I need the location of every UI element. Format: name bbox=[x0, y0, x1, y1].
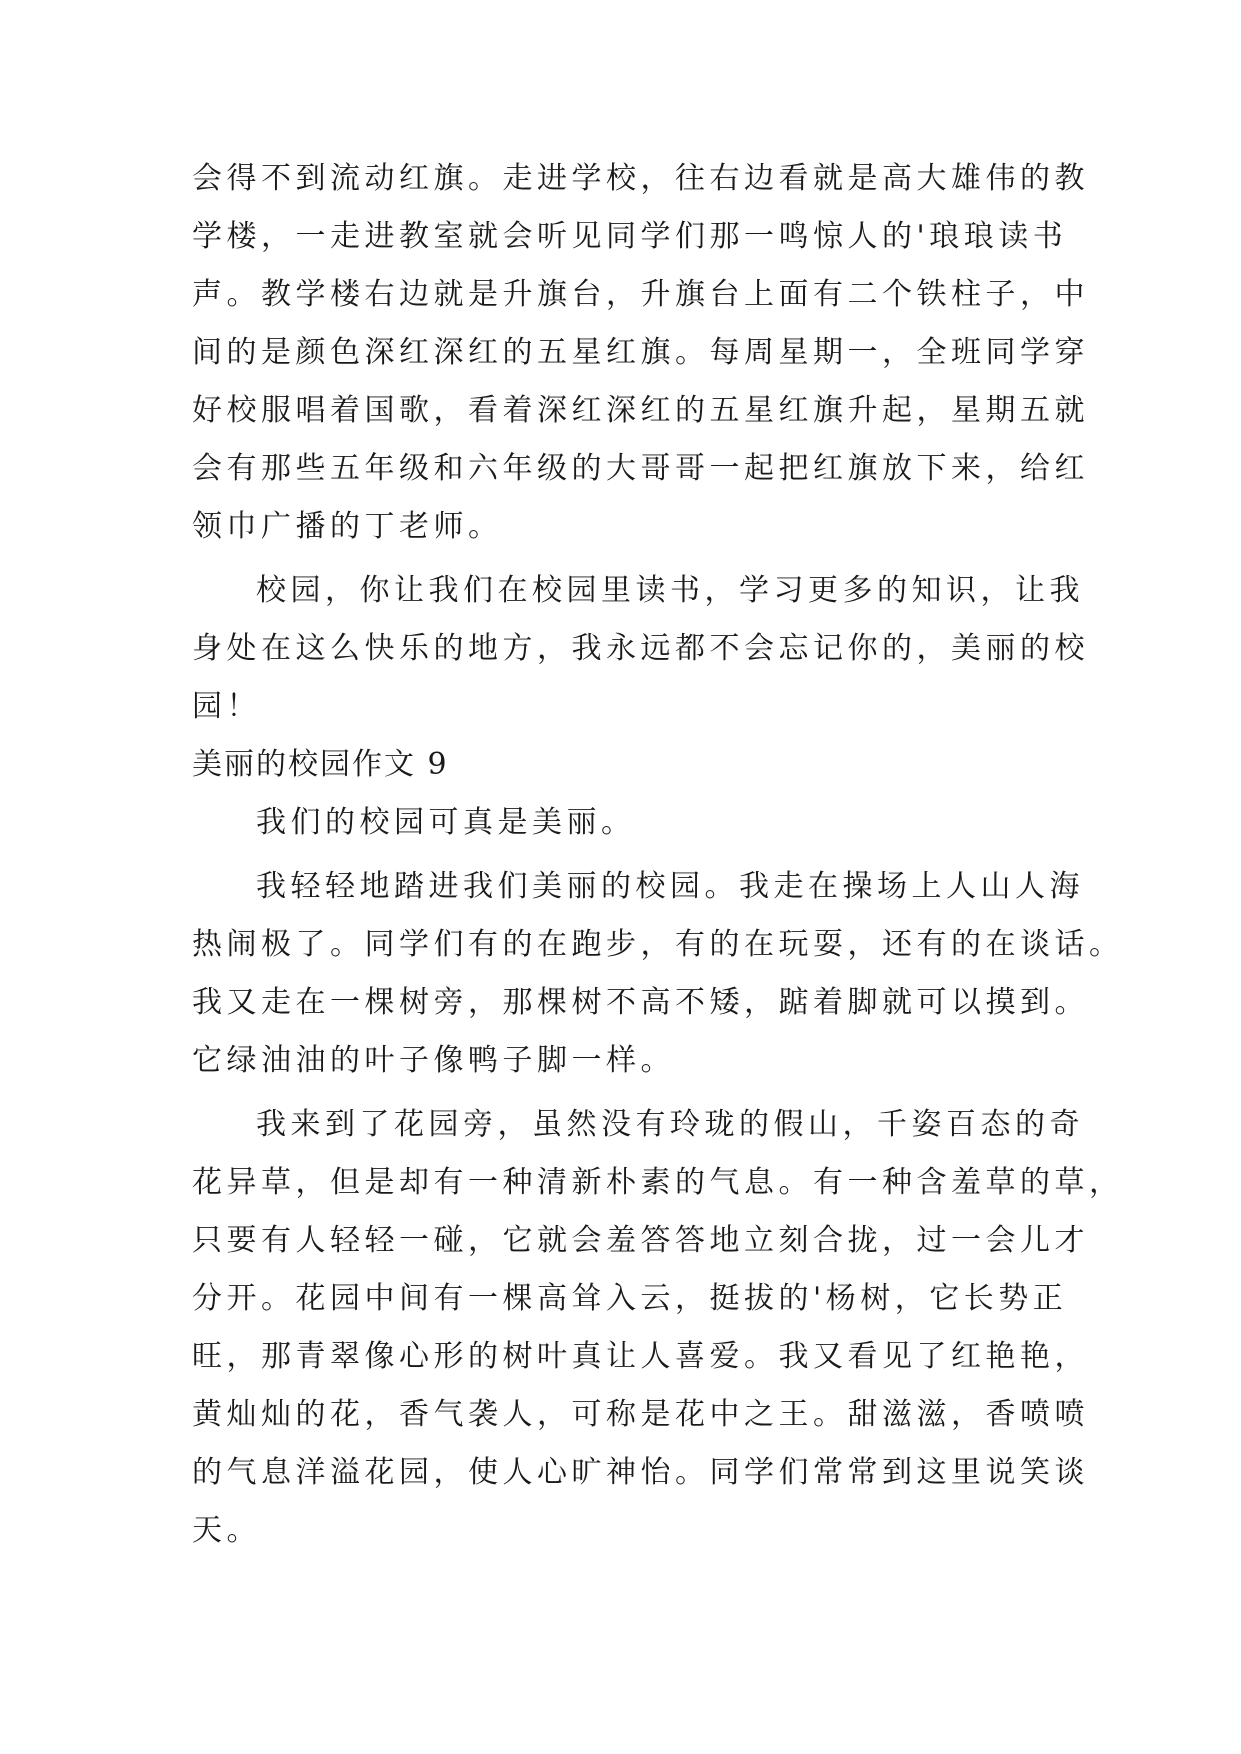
text-line: 会有那些五年级和六年级的大哥哥一起把红旗放下来，给红 bbox=[192, 451, 1089, 486]
text-line: 我们的校园可真是美丽。 bbox=[256, 805, 636, 840]
text-line: 的气息洋溢花园，使人心旷神怡。同学们常常到这里说笑谈 bbox=[192, 1455, 1089, 1490]
text-line: 花异草，但是却有一种清新朴素的气息。有一种含羞草的草， bbox=[192, 1165, 1124, 1200]
text-line: 校园，你让我们在校园里读书，学习更多的知识，让我 bbox=[256, 573, 1084, 608]
text-line: 我又走在一棵树旁，那棵树不高不矮，踮着脚就可以摸到。 bbox=[192, 985, 1089, 1020]
text-line: 园！ bbox=[192, 689, 261, 724]
text-line: 会得不到流动红旗。走进学校，往右边看就是高大雄伟的教 bbox=[192, 161, 1089, 196]
essay-heading: 美丽的校园作文 9 bbox=[192, 747, 449, 782]
text-line: 黄灿灿的花，香气袭人，可称是花中之王。甜滋滋，香喷喷 bbox=[192, 1397, 1089, 1432]
text-line: 热闹极了。同学们有的在跑步，有的在玩耍，还有的在谈话。 bbox=[192, 927, 1124, 962]
text-line: 旺，那青翠像心形的树叶真让人喜爱。我又看见了红艳艳， bbox=[192, 1339, 1089, 1374]
paragraph-1 bbox=[192, 150, 1089, 556]
text-line: 它绿油油的叶子像鸭子脚一样。 bbox=[192, 1043, 675, 1078]
text-line: 我轻轻地踏进我们美丽的校园。我走在操场上人山人海 bbox=[256, 869, 1084, 904]
text-line: 我来到了花园旁，虽然没有玲珑的假山，千姿百态的奇 bbox=[256, 1107, 1084, 1142]
text-line: 身处在这么快乐的地方，我永远都不会忘记你的，美丽的校 bbox=[192, 631, 1089, 666]
paragraph-2 bbox=[192, 562, 1089, 736]
text-line: 领巾广播的丁老师。 bbox=[192, 509, 503, 544]
text-line: 好校服唱着国歌，看着深红深红的五星红旗升起，星期五就 bbox=[192, 393, 1089, 428]
text-line: 声。教学楼右边就是升旗台，升旗台上面有二个铁柱子，中 bbox=[192, 277, 1089, 312]
text-line: 只要有人轻轻一碰，它就会羞答答地立刻合拢，过一会儿才 bbox=[192, 1223, 1089, 1258]
paragraph-5 bbox=[192, 1096, 1124, 1560]
text-line: 学楼，一走进教室就会听见同学们那一鸣惊人的'琅琅读书 bbox=[192, 219, 1068, 254]
document-page bbox=[192, 150, 1124, 1560]
text-line: 天。 bbox=[192, 1513, 261, 1548]
paragraph-4 bbox=[192, 858, 1124, 1090]
paragraph-3 bbox=[192, 794, 1052, 852]
text-line: 分开。花园中间有一棵高耸入云，挺拔的'杨树，它长势正 bbox=[192, 1281, 1068, 1316]
text-line: 间的是颜色深红深红的五星红旗。每周星期一，全班同学穿 bbox=[192, 335, 1089, 370]
